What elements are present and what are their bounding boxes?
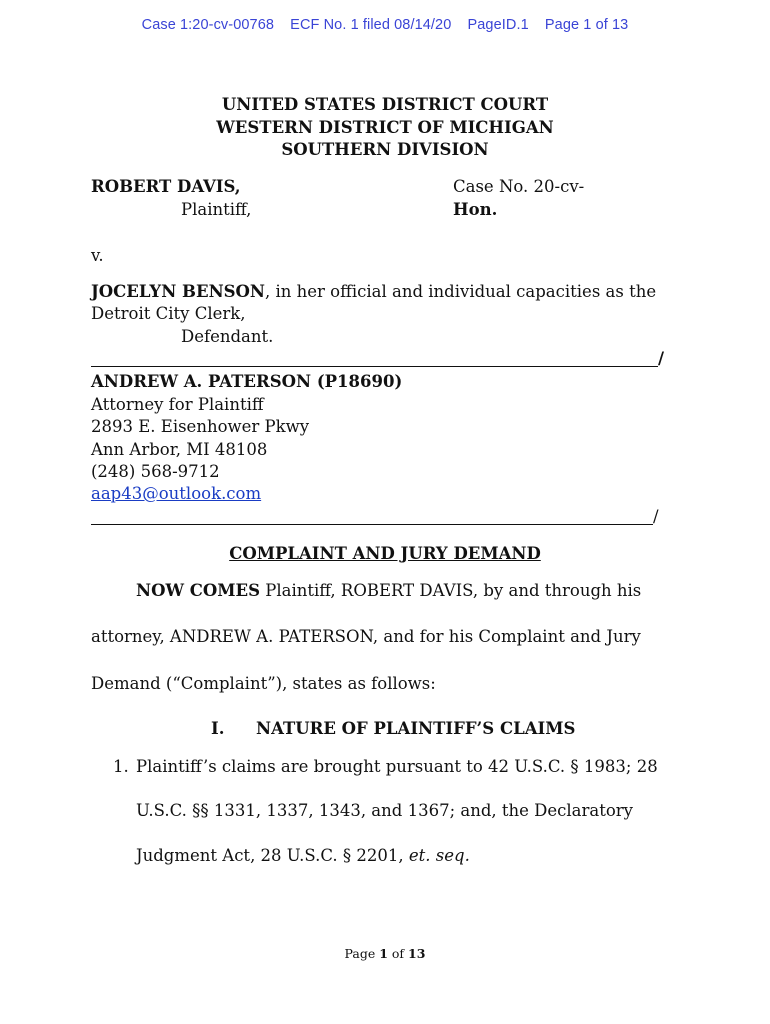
attorney-name: ANDREW A. PATERSON (P18690) xyxy=(91,372,403,391)
ecf-case-number: Case 1:20-cv-00768 xyxy=(141,17,275,33)
para1-number: 1. xyxy=(113,757,129,776)
intro-line-1: NOW COMES Plaintiff, ROBERT DAVIS, by and through his xyxy=(136,581,642,600)
complaint-title: COMPLAINT AND JURY DEMAND xyxy=(229,544,541,563)
attorney-divider xyxy=(91,524,653,525)
para1-line-1: Plaintiff’s claims are brought pursuant to 42 U.S.C. § 1983; 28 xyxy=(136,757,658,776)
divider-slash: / xyxy=(658,349,665,368)
case-number: Case No. 20-cv- xyxy=(453,177,585,196)
defendant-line xyxy=(91,282,656,301)
divider-slash-2: / xyxy=(653,507,659,526)
para1-line-3: Judgment Act, 28 U.S.C. § 2201, et. seq. xyxy=(136,846,470,865)
plaintiff-name: ROBERT DAVIS, xyxy=(91,177,241,196)
judge-label: Hon. xyxy=(453,200,498,219)
para1-line-2: U.S.C. §§ 1331, 1337, 1343, and 1367; and, the Declaratory xyxy=(136,801,634,820)
plaintiff-role: Plaintiff, xyxy=(181,200,252,219)
attorney-phone: (248) 568-9712 xyxy=(91,462,220,481)
section-number: I. xyxy=(211,719,225,738)
page-footer: Page 1 of 13 xyxy=(344,946,426,961)
defendant-name: JOCELYN BENSON xyxy=(91,282,266,301)
caption-divider xyxy=(91,366,658,367)
ecf-pageid: PageID.1 xyxy=(467,17,529,33)
defendant-role: Defendant. xyxy=(181,327,274,346)
versus: v. xyxy=(91,246,104,265)
attorney-email-link[interactable]: aap43@outlook.com xyxy=(91,484,262,503)
attorney-address-2: Ann Arbor, MI 48108 xyxy=(91,440,268,459)
defendant-desc-2: Detroit City Clerk, xyxy=(91,304,246,323)
court-district: WESTERN DISTRICT OF MICHIGAN xyxy=(216,118,554,137)
section-title: NATURE OF PLAINTIFF’S CLAIMS xyxy=(256,719,576,738)
ecf-filing: ECF No. 1 filed 08/14/20 xyxy=(290,17,452,33)
ecf-header xyxy=(0,17,770,33)
attorney-address-1: 2893 E. Eisenhower Pkwy xyxy=(91,417,310,436)
intro-line-3: Demand (“Complaint”), states as follows: xyxy=(91,674,436,693)
complaint-title-wrap xyxy=(0,544,770,563)
court-name: UNITED STATES DISTRICT COURT xyxy=(221,95,549,114)
defendant-desc-1: , in her official and individual capacities as the xyxy=(265,282,657,301)
court-division: SOUTHERN DIVISION xyxy=(281,140,489,159)
intro-line-2: attorney, ANDREW A. PATERSON, and for his Complaint and Jury xyxy=(91,627,641,646)
attorney-role: Attorney for Plaintiff xyxy=(91,395,264,414)
attorney-email-wrap xyxy=(91,484,261,503)
ecf-page: Page 1 of 13 xyxy=(544,17,629,33)
